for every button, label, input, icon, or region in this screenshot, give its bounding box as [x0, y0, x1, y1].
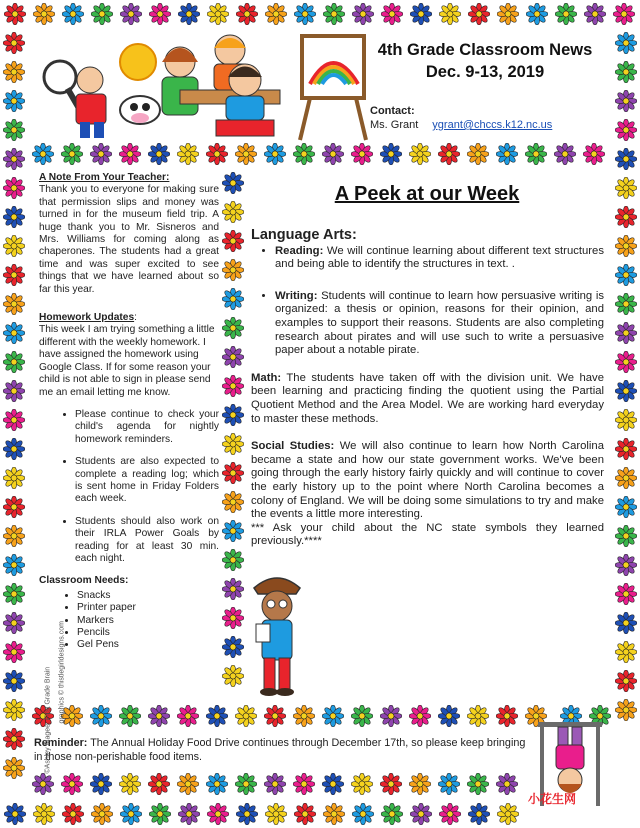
- homework-heading: Homework Updates: [39, 312, 135, 324]
- flower-icon: [207, 803, 229, 825]
- flower-icon: [615, 322, 637, 344]
- flower-icon: [439, 3, 461, 25]
- flower-icon: [615, 699, 637, 721]
- flower-icon: [496, 705, 518, 727]
- flower-icon: [322, 773, 344, 795]
- contact-name: Ms. Grant: [370, 119, 419, 131]
- flower-icon: [583, 143, 605, 165]
- social-paragraph: Social Studies: We will also continue to learn how North Carolina became a state and how our state government works. We've been going through the early history fairly quickly and will continue to cover the early history up to the point where North Carolina becomes a colony of England. We will be doing some simulations to try and make the events a little more interesting.: [251, 440, 604, 521]
- flower-icon: [3, 61, 25, 83]
- flower-icon: [3, 467, 25, 489]
- flower-icon: [119, 705, 141, 727]
- contact-block: [370, 104, 610, 132]
- flower-icon: [410, 3, 432, 25]
- homework-list: [39, 409, 219, 565]
- flower-icon: [3, 148, 25, 170]
- flower-icon: [177, 705, 199, 727]
- flower-icon: [177, 773, 199, 795]
- flower-icon: [3, 177, 25, 199]
- right-column: [251, 229, 604, 549]
- flower-icon: [615, 409, 637, 431]
- needs-item: • Pencils: [77, 627, 219, 639]
- flower-icon: [264, 773, 286, 795]
- flower-icon: [615, 496, 637, 518]
- flower-icon: [555, 3, 577, 25]
- flower-icon: [380, 773, 402, 795]
- flower-icon: [497, 803, 519, 825]
- flower-icon: [32, 773, 54, 795]
- flower-icon: [615, 525, 637, 547]
- flower-icon: [3, 235, 25, 257]
- homework-item: • Students are also expected to complete a reading log; which is sent home in Friday Folders each week.: [75, 456, 219, 506]
- flower-icon: [222, 578, 244, 600]
- flower-icon: [222, 433, 244, 455]
- flower-icon: [615, 119, 637, 141]
- flower-icon: [3, 728, 25, 750]
- flower-icon: [526, 3, 548, 25]
- contact-label: Contact:: [370, 105, 415, 117]
- flower-icon: [61, 773, 83, 795]
- flower-icon: [409, 705, 431, 727]
- flower-icon: [222, 549, 244, 571]
- contact-email-link[interactable]: ygrant@chccs.k12.nc.us: [432, 119, 553, 131]
- flower-icon: [222, 259, 244, 281]
- flower-icon: [4, 803, 26, 825]
- flower-icon: [222, 636, 244, 658]
- homework-item: • Please continue to check your child's agenda for nightly homework reminders.: [75, 409, 219, 446]
- flower-icon: [439, 803, 461, 825]
- flower-icon: [613, 3, 635, 25]
- flower-icon: [265, 803, 287, 825]
- flower-icon: [62, 803, 84, 825]
- language-arts-heading: Language Arts:: [251, 227, 357, 243]
- flower-icon: [380, 705, 402, 727]
- flower-icon: [3, 583, 25, 605]
- flower-icon: [3, 757, 25, 779]
- flower-icon: [236, 803, 258, 825]
- flower-icon: [148, 143, 170, 165]
- flower-icon: [119, 773, 141, 795]
- language-arts-list: [251, 245, 604, 358]
- flower-icon: [615, 32, 637, 54]
- flower-icon: [615, 177, 637, 199]
- flower-icon: [293, 143, 315, 165]
- flower-icon: [3, 380, 25, 402]
- flower-icon: [91, 803, 113, 825]
- flower-icon: [90, 773, 112, 795]
- flower-icon: [554, 143, 576, 165]
- flower-icon: [222, 607, 244, 629]
- flower-icon: [222, 317, 244, 339]
- flower-icon: [467, 705, 489, 727]
- flower-icon: [381, 803, 403, 825]
- flower-icon: [3, 641, 25, 663]
- credit-author: ©Ashley Magee, First Grade Brain: [44, 666, 52, 774]
- flower-icon: [468, 3, 490, 25]
- flower-icon: [3, 670, 25, 692]
- flower-icon: [3, 496, 25, 518]
- flower-icon: [615, 90, 637, 112]
- reading-item: • Reading: We will continue learning about different text structures and being able to identify the structures in text. .: [275, 245, 604, 272]
- flower-icon: [222, 172, 244, 194]
- reminder-label: Reminder:: [34, 737, 88, 749]
- flower-icon: [438, 773, 460, 795]
- flower-icon: [222, 230, 244, 252]
- flower-icon: [468, 803, 490, 825]
- flower-icon: [615, 670, 637, 692]
- flower-icon: [380, 143, 402, 165]
- flower-icon: [222, 404, 244, 426]
- flower-icon: [32, 143, 54, 165]
- flower-icon: [33, 803, 55, 825]
- title-line-1: 4th Grade Classroom News: [377, 41, 593, 59]
- flower-icon: [351, 143, 373, 165]
- flower-icon: [222, 491, 244, 513]
- watermark-text: 小花生网: [528, 792, 577, 806]
- flower-icon: [438, 705, 460, 727]
- flower-icon: [615, 148, 637, 170]
- flower-icon: [615, 380, 637, 402]
- flower-icon: [409, 143, 431, 165]
- needs-heading: Classroom Needs:: [39, 575, 129, 587]
- homework-item: • Students should also work on their IRLA Power Goals by reading for at least 30 min. each night.: [75, 516, 219, 566]
- flower-icon: [120, 803, 142, 825]
- reminder-block: [34, 736, 530, 764]
- flower-icon: [3, 525, 25, 547]
- flower-icon: [3, 206, 25, 228]
- flower-icon: [222, 375, 244, 397]
- flower-icon: [409, 773, 431, 795]
- flower-icon: [119, 143, 141, 165]
- flower-icon: [615, 438, 637, 460]
- flower-icon: [222, 288, 244, 310]
- flower-icon: [206, 773, 228, 795]
- flower-icon: [615, 583, 637, 605]
- reminder-text: The Annual Holiday Food Drive continues through December 17th, so please keep bringing in those non-perishable food items.: [34, 737, 526, 763]
- flower-icon: [381, 3, 403, 25]
- title-line-2: Dec. 9-13, 2019: [425, 63, 545, 81]
- flower-icon: [351, 705, 373, 727]
- flower-icon: [206, 705, 228, 727]
- flower-icon: [3, 32, 25, 54]
- flower-icon: [61, 143, 83, 165]
- flower-icon: [235, 143, 257, 165]
- flower-icon: [497, 3, 519, 25]
- kids-clipart: [30, 22, 370, 142]
- flower-icon: [615, 554, 637, 576]
- flower-icon: [264, 705, 286, 727]
- flower-icon: [352, 803, 374, 825]
- flower-icon: [615, 293, 637, 315]
- teacher-note-body: Thank you to everyone for making sure that permission slips and money was turned in for the museum field trip. A huge thank you to Mr. Sisneros and Mrs. Williams for coming along as chaperones. The students had a great time and was super excited to see things that we have learned about so far this year.: [39, 184, 219, 295]
- flower-icon: [615, 351, 637, 373]
- flower-icon: [525, 143, 547, 165]
- flower-icon: [615, 264, 637, 286]
- credit-graphics: graphics © thistlegirldesigns.com: [58, 621, 66, 724]
- needs-item: • Markers: [77, 615, 219, 627]
- flower-icon: [496, 143, 518, 165]
- flower-icon: [222, 346, 244, 368]
- flower-icon: [3, 438, 25, 460]
- magnifier-icon: [44, 61, 76, 93]
- flower-icon: [3, 554, 25, 576]
- flower-icon: [206, 143, 228, 165]
- flower-icon: [148, 705, 170, 727]
- teacher-note-heading: A Note From Your Teacher:: [39, 172, 170, 183]
- flower-icon: [3, 293, 25, 315]
- flower-icon: [615, 612, 637, 634]
- flower-icon: [322, 705, 344, 727]
- homework-body: This week I am trying something a little different with the weekly homework. I have assigned the homework using Google Class. If for some reason your child is not able to sign in please send me an email letting me know.: [39, 324, 215, 398]
- needs-item: • Gel Pens: [77, 639, 219, 651]
- math-paragraph: Math: The students have taken off with the division unit. We have been learning and practicing finding the quotient using the Partial Quotient Method and the Area Model. We are working hard everyday to master these methods.: [251, 371, 604, 425]
- flower-icon: [3, 409, 25, 431]
- flower-icon: [222, 665, 244, 687]
- needs-list: [39, 590, 219, 652]
- flower-icon: [222, 201, 244, 223]
- flower-icon: [3, 699, 25, 721]
- flower-icon: [3, 351, 25, 373]
- flower-icon: [294, 803, 316, 825]
- flower-icon: [3, 322, 25, 344]
- flower-icon: [467, 773, 489, 795]
- flower-icon: [148, 773, 170, 795]
- flower-icon: [615, 235, 637, 257]
- writing-item: • Writing: Students will continue to learn how persuasive writing is organized: a thesis or opinion, reasons for their opinion, and examples to support their reasons. Students are also completing research about pirates and will use such to write a persuasive paper about a notable pirate.: [275, 290, 604, 358]
- needs-item: • Snacks: [77, 590, 219, 602]
- needs-item: • Printer paper: [77, 602, 219, 614]
- week-title: A Peek at our Week: [334, 183, 520, 205]
- flower-icon: [615, 206, 637, 228]
- flower-icon: [323, 803, 345, 825]
- flower-icon: [222, 462, 244, 484]
- flower-icon: [615, 467, 637, 489]
- flower-icon: [149, 803, 171, 825]
- social-note: *** Ask your child about the NC state symbols they learned previously.****: [251, 521, 604, 548]
- flower-icon: [235, 773, 257, 795]
- flower-icon: [90, 705, 112, 727]
- sun-icon: [120, 44, 156, 80]
- flower-icon: [178, 803, 200, 825]
- flower-icon: [322, 143, 344, 165]
- flower-icon: [222, 520, 244, 542]
- flower-icon: [3, 612, 25, 634]
- flower-icon: [615, 641, 637, 663]
- flower-icon: [177, 143, 199, 165]
- flower-icon: [496, 773, 518, 795]
- flower-icon: [584, 3, 606, 25]
- flower-icon: [293, 773, 315, 795]
- pirate-clipart: [242, 568, 312, 700]
- flower-icon: [438, 143, 460, 165]
- flower-icon: [264, 143, 286, 165]
- flower-icon: [293, 705, 315, 727]
- flower-icon: [467, 143, 489, 165]
- flower-icon: [615, 61, 637, 83]
- flower-icon: [3, 90, 25, 112]
- flower-icon: [3, 119, 25, 141]
- left-column: A Note From Your Teacher: Thank you to everyone for making sure that permission slips and money was turned in for the museum field trip. A huge thank you to Mr. Sisneros and Mrs. Williams for coming along as chaperones. The students had a great time and was super excited to see things that we have learned about so far this year. Homework Updates: This week I am trying something a little different with the weekly homework. I have assigned the homework using Google Class. If for some reason your child is not able to sign in please send me an email letting me know. • Please continue to check your child's agenda for nightly homework reminders. • Students are also expected to complete a reading log; which is sent home in Friday Folders each week. • Students should also work on their IRLA Power Goals by reading for at least 30 min. each night. Classroom Needs: • Snacks • Printer paper • Markers • Pencils • Gel Pens: [39, 172, 219, 652]
- flower-icon: [410, 803, 432, 825]
- flower-icon: [90, 143, 112, 165]
- newsletter-title: [368, 39, 602, 83]
- flower-icon: [4, 3, 26, 25]
- flower-icon: [235, 705, 257, 727]
- flower-icon: [3, 264, 25, 286]
- notepad-icon: [256, 624, 270, 642]
- flower-icon: [351, 773, 373, 795]
